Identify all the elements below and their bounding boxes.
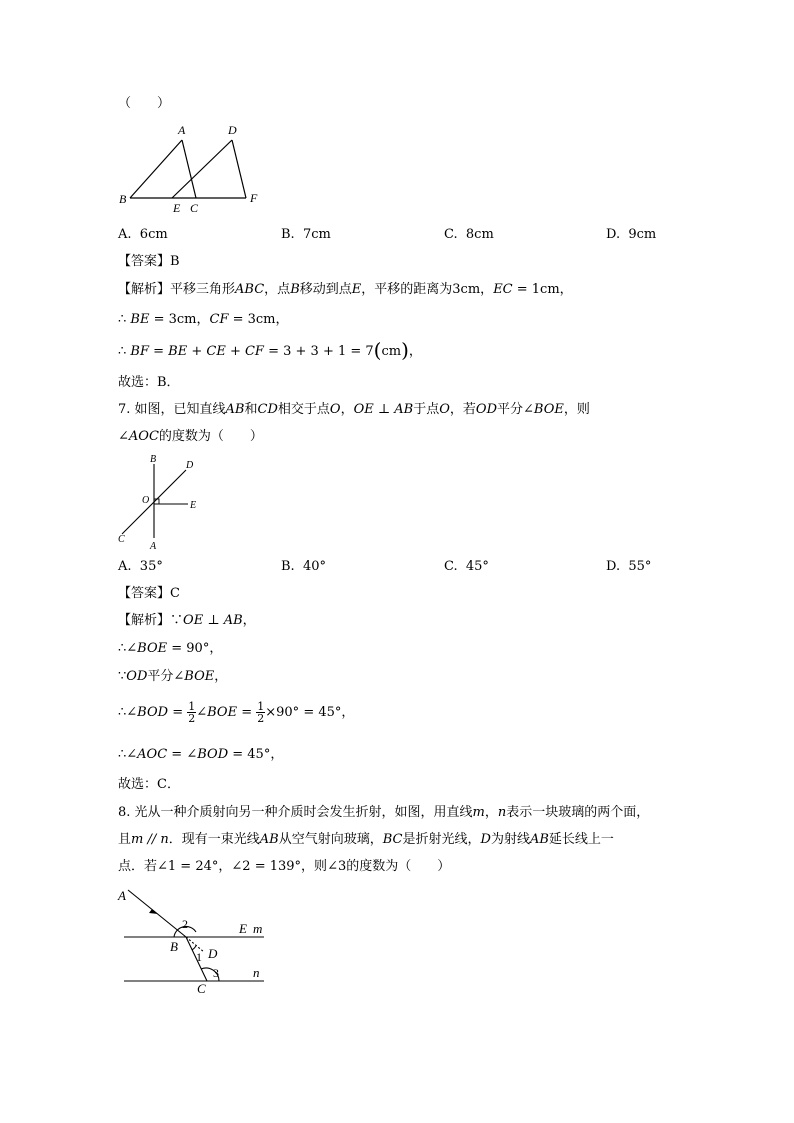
q6-stem-tail: （ ）: [118, 96, 171, 111]
q7-analysis-line-5: ∴∠AOC = ∠BOD = 45°，: [118, 747, 284, 762]
label-d: D: [208, 946, 218, 961]
label-e: E: [239, 921, 247, 936]
q7-option-c[interactable]: C. 45°: [444, 559, 489, 574]
arrow-icon: [149, 909, 158, 914]
q7-stem-line-2: ∠AOC的度数为（ ）: [118, 429, 263, 444]
label-b: B: [170, 939, 178, 954]
label-b: B: [119, 192, 127, 206]
fraction-half: $\frac{1}{2}$: [188, 700, 196, 725]
q7-analysis-line-3: ∵OD平分∠BOE，: [118, 669, 228, 684]
label-e: E: [173, 201, 181, 215]
q6-figure: [110, 118, 280, 218]
q6-option-a[interactable]: A. 6cm: [118, 227, 168, 242]
q6-option-c[interactable]: C. 8cm: [444, 227, 494, 242]
q6-option-d[interactable]: D. 9cm: [606, 227, 657, 242]
q7-answer: 【答案】C: [118, 586, 180, 601]
q7-stem-line-1: 7. 如图，已知直线AB和CD相交于点O，OE ⊥ AB于点O，若OD平分∠BOE，则: [118, 402, 590, 417]
q7-option-a[interactable]: A. 35°: [118, 559, 163, 574]
segment-ab: [130, 140, 182, 198]
label-c: C: [190, 201, 199, 215]
label-n: n: [253, 965, 260, 980]
q8-stem-line-2: 且m // n．现有一束光线AB从空气射向玻璃，BC是折射光线，D为射线AB延长线上一: [118, 832, 614, 847]
q7-analysis-line-4: ∴∠BOD = $\frac{1}{2}$ ∠BOE = $\frac{1}{2}$ ×90° = 45°，: [118, 700, 355, 725]
segment-df: [232, 140, 246, 198]
segment-ac: [182, 140, 196, 198]
q8-stem-line-1: 8. 光从一种介质射向另一种介质时会发生折射，如图，用直线m，n表示一块玻璃的两个面，: [118, 805, 650, 820]
q6-analysis-line-1: 【解析】平移三角形ABC，点B移动到点E，平移的距离为3cm，EC = 1cm，: [118, 282, 573, 297]
q7-analysis-line-1: 【解析】∵OE ⊥ AB，: [118, 613, 256, 628]
label-a: A: [150, 541, 157, 552]
label-d: D: [186, 460, 194, 471]
label-angle-1: 1: [196, 950, 202, 964]
label-angle-3: 3: [213, 966, 219, 980]
label-e: E: [190, 500, 197, 511]
label-o: O: [142, 495, 150, 506]
q6-analysis-line-3: ∴ BF = BE + CE + CF = 3 + 3 + 1 = 7(cm)，: [118, 338, 422, 362]
q7-option-b[interactable]: B. 40°: [281, 559, 326, 574]
q6-option-b[interactable]: B. 7cm: [281, 227, 331, 242]
label-c: C: [197, 981, 206, 996]
q7-figure: [112, 452, 212, 552]
label-b: B: [150, 454, 157, 465]
q6-analysis-line-2: ∴ BE = 3cm，CF = 3cm，: [118, 312, 289, 327]
q6-conclusion: 故选：B．: [118, 375, 180, 390]
q8-figure: [112, 880, 282, 1000]
label-f: F: [250, 191, 258, 205]
q7-option-d[interactable]: D. 55°: [606, 559, 652, 574]
label-a: A: [118, 888, 126, 903]
fraction-half: $\frac{1}{2}$: [257, 700, 265, 725]
q7-conclusion: 故选：C．: [118, 777, 180, 792]
q7-analysis-line-2: ∴∠BOE = 90°，: [118, 641, 223, 656]
q8-stem-line-3: 点．若∠1 = 24°，∠2 = 139°，则∠3的度数为（ ）: [118, 859, 451, 874]
segment-de: [172, 140, 232, 198]
label-m: m: [253, 921, 263, 936]
label-c: C: [118, 534, 125, 545]
label-d: D: [228, 123, 237, 137]
label-angle-2: 2: [182, 917, 188, 931]
label-a: A: [178, 123, 186, 137]
q6-answer: 【答案】B: [118, 254, 180, 269]
